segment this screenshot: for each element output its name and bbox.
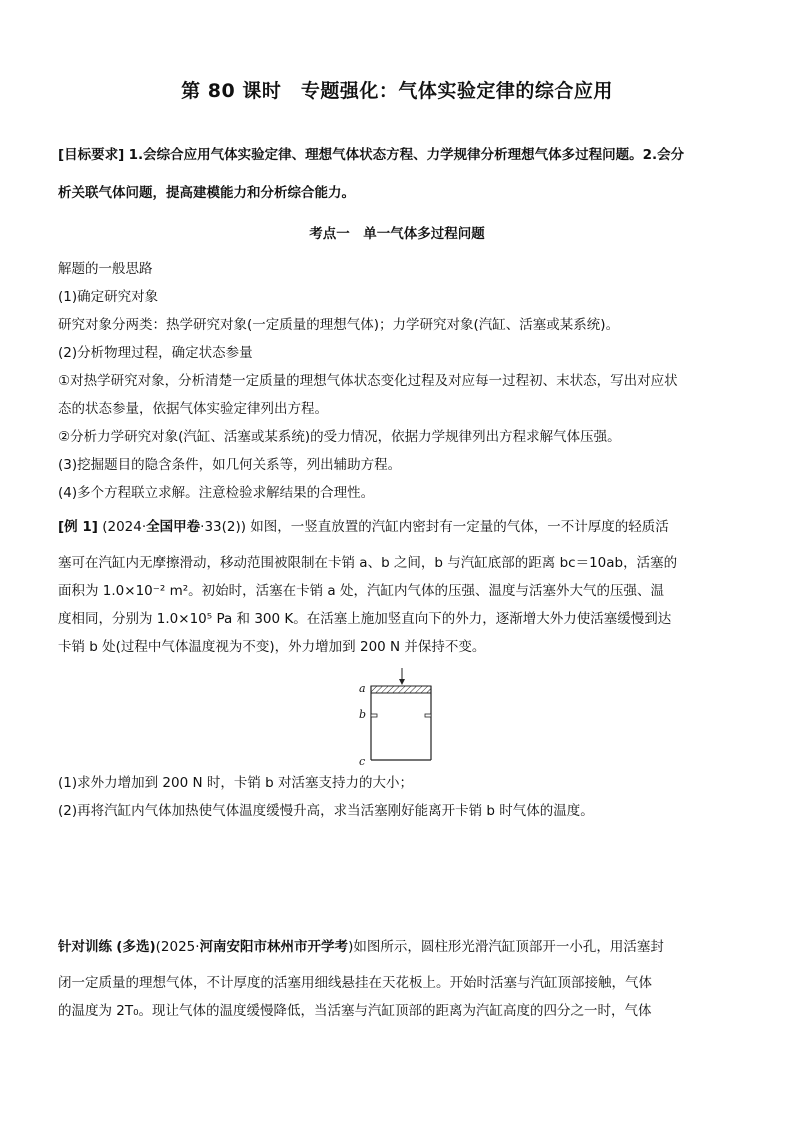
label-b: b bbox=[359, 708, 367, 721]
page-title: 第 80 课时 专题强化：气体实验定律的综合应用 bbox=[181, 80, 613, 102]
example-line-5: 卡销 b 处(过程中气体温度视为不变)，外力增加到 200 N 并保持不变。 bbox=[58, 639, 486, 655]
body-line-8: (3)挖掘题目的隐含条件，如几何关系等，列出辅助方程。 bbox=[58, 457, 402, 473]
goal-tag: [目标要求] bbox=[58, 147, 125, 163]
training-source-post: )如图所示，圆柱形光滑汽缸顶部开一小孔，用活塞封 bbox=[348, 939, 664, 955]
body-line-4: (2)分析物理过程，确定状态参量 bbox=[58, 345, 253, 361]
training-tag: 针对训练 bbox=[58, 939, 112, 955]
goal-line-1 bbox=[58, 146, 684, 164]
body-line-9: (4)多个方程联立求解。注意检验求解结果的合理性。 bbox=[58, 485, 375, 501]
example-source-post: ·33(2)) 如图，一竖直放置的汽缸内密封有一定量的气体，一不计厚度的轻质活 bbox=[200, 519, 669, 535]
question-1: (1)求外力增加到 200 N 时，卡销 b 对活塞支持力的大小； bbox=[58, 775, 414, 791]
example-line-3: 面积为 1.0×10⁻² m²。初始时，活塞在卡销 a 处，汽缸内气体的压强、温度与活塞外大气的压强、温 bbox=[58, 583, 664, 599]
example-line-4: 度相同，分别为 1.0×10⁵ Pa 和 300 K。在活塞上施加竖直向下的外力，逐渐增大外力使活塞缓慢到达 bbox=[58, 611, 672, 627]
body-line-3: 研究对象分两类：热学研究对象(一定质量的理想气体)；力学研究对象(汽缸、活塞或某系统)。 bbox=[58, 317, 620, 333]
training-multi: (多选) bbox=[116, 939, 156, 955]
force-arrow-head bbox=[399, 679, 405, 685]
goal-text-1: 1.会综合应用气体实验定律、理想气体状态方程、力学规律分析理想气体多过程问题。2.会分 bbox=[128, 147, 685, 163]
cylinder-figure bbox=[355, 668, 445, 768]
example-source-name: 全国甲卷 bbox=[146, 519, 201, 535]
example-source-pre: (2024· bbox=[102, 519, 147, 535]
cylinder-diagram bbox=[355, 668, 445, 768]
label-a: a bbox=[359, 682, 366, 695]
example-line-2: 塞可在汽缸内无摩擦滑动，移动范围被限制在卡销 a、b 之间，b 与汽缸底部的距离 bc＝10ab，活塞的 bbox=[58, 555, 678, 571]
body-line-7: ②分析力学研究对象(汽缸、活塞或某系统)的受力情况，依据力学规律列出方程求解气体压强。 bbox=[58, 429, 621, 445]
training-source-pre: (2025· bbox=[155, 939, 200, 955]
goal-line-2: 析关联气体问题，提高建模能力和分析综合能力。 bbox=[58, 185, 355, 201]
example-tag: [例 1] bbox=[58, 519, 98, 535]
body-line-2: (1)确定研究对象 bbox=[58, 289, 159, 305]
training-line-3: 的温度为 2T₀。现让气体的温度缓慢降低，当活塞与汽缸顶部的距离为汽缸高度的四分之一时，气体 bbox=[58, 1003, 652, 1019]
example-line-1 bbox=[58, 518, 669, 536]
question-2: (2)再将汽缸内气体加热使气体温度缓慢升高，求当活塞刚好能离开卡销 b 时气体的温度。 bbox=[58, 803, 594, 819]
pin-b-right bbox=[425, 714, 431, 717]
label-c: c bbox=[359, 755, 366, 768]
training-line-2: 闭一定质量的理想气体，不计厚度的活塞用细线悬挂在天花板上。开始时活塞与汽缸顶部接触，气体 bbox=[58, 975, 652, 991]
body-line-5: ①对热学研究对象，分析清楚一定质量的理想气体状态变化过程及对应每一过程初、末状态，写出对应状 bbox=[58, 373, 678, 389]
training-source-name: 河南安阳市林州市开学考 bbox=[199, 939, 349, 955]
piston bbox=[371, 686, 431, 693]
body-line-1: 解题的一般思路 bbox=[58, 261, 153, 277]
pin-b-left bbox=[371, 714, 377, 717]
section-heading: 考点一 单一气体多过程问题 bbox=[309, 226, 485, 242]
training-line-1 bbox=[58, 938, 664, 956]
body-line-6: 态的状态参量，依据气体实验定律列出方程。 bbox=[58, 401, 328, 417]
